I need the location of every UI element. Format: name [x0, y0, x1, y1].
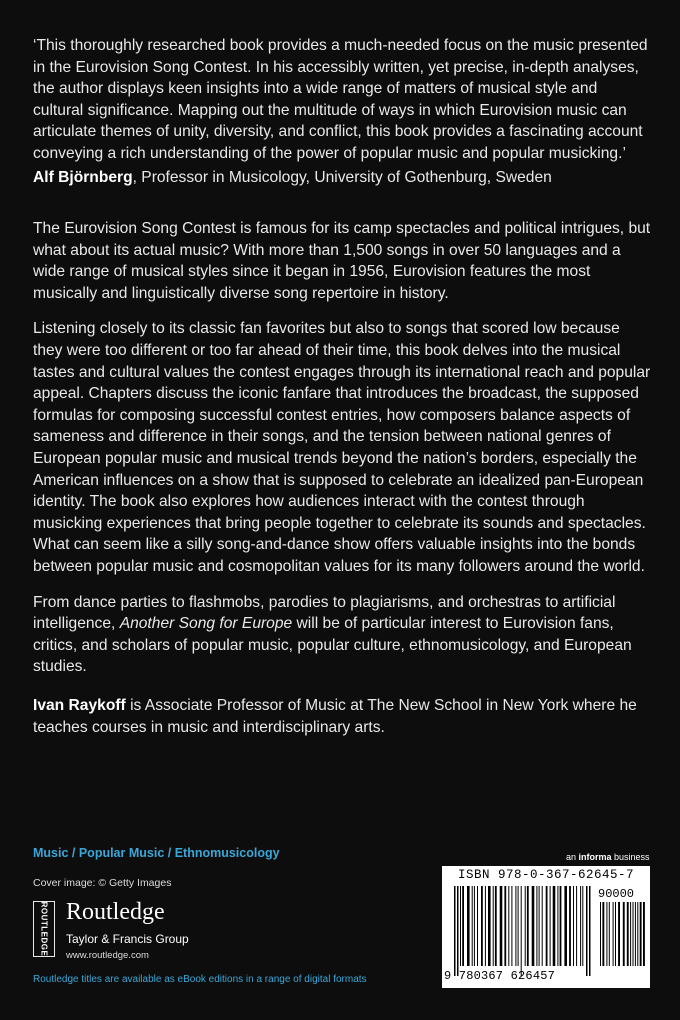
routledge-mark-icon	[33, 901, 55, 957]
barcode-bar	[532, 886, 535, 966]
barcode-bar	[495, 886, 497, 966]
barcode-bar	[627, 902, 629, 966]
barcode-bar	[635, 902, 636, 966]
barcode-bar	[609, 902, 610, 966]
barcode-bar	[493, 886, 494, 966]
barcode-bar	[500, 886, 503, 966]
book-description	[33, 218, 651, 692]
publisher-name: Routledge	[66, 899, 165, 925]
barcode-bar	[633, 902, 634, 966]
barcode-bar	[467, 886, 470, 966]
barcode-bar	[553, 886, 556, 966]
barcode-addon-digits: 90000	[598, 887, 635, 901]
barcode-bar	[472, 886, 473, 966]
barcode-bar	[454, 886, 456, 976]
barcode-bar	[643, 902, 645, 966]
barcode-bar	[615, 902, 616, 966]
p3-after: will be of particular interest to Eurovision fans, critics, and scholars of popular music, popular culture, ethnomusicology, and European studies.	[33, 615, 632, 676]
endorsement-quote: ‘This thoroughly researched book provides a much-needed focus on the music presented in the Eurovision Song Contest. In his accessibly written, yet precise, in-depth analyses, the author displays keen insights into a wide range of matters of musical style and cultural significance. Mapping out the multitude of ways in which Eurovision music can articulate themes of unity, diversity, and conflict, this book provides a fascinating account conveying a rich understanding of the power of popular music and popular musicking.’	[33, 37, 648, 162]
barcode-bar	[457, 886, 459, 976]
subject-category: Music / Popular Music / Ethnomusicology	[33, 846, 280, 860]
barcode-ean-digits: 9 780367 626457	[444, 969, 556, 983]
barcode-bar	[557, 886, 558, 966]
barcode-bar	[536, 886, 537, 966]
barcode-bar	[546, 886, 548, 966]
barcode-bar	[576, 886, 577, 966]
barcode-bar	[481, 886, 483, 966]
book-title: Another Song for Europe	[119, 615, 293, 633]
barcode-bar	[630, 902, 631, 966]
barcode-bar	[580, 886, 581, 966]
barcode-bar	[488, 886, 491, 966]
informa-badge	[566, 852, 650, 862]
isbn-text: ISBN 978-0-367-62645-7	[457, 868, 635, 882]
barcode-bar	[504, 886, 506, 966]
description-paragraph-2: Listening closely to its classic fan favorites but also to songs that scored low because they were too different or too far ahead of their time, this book delves into the musical tastes and cultural values the contest engages through its international reach and popular appeal. Chapters discuss the iconic fanfare that introduces the broadcast, the supposed formulas for composing successful contest entries, how composers balance aspects of sameness and difference in their songs, and the tension between national genres of European popular music and musical trends beyond the nation’s borders, especially the American influences on a show that is supposed to celebrate an idealized pan-European identity. The book also explores how audiences interact with the contest through musicking experiences that bring people together to celebrate its sounds and spectacles. What can seem like a silly song-and-dance show offers valuable insights into the bonds between popular music and cosmopolitan values for its many followers around the world.	[33, 320, 651, 575]
barcode-bar	[623, 902, 625, 966]
barcode-bar	[508, 886, 509, 966]
endorsement-attribution	[33, 167, 651, 189]
informa-brand: informa	[578, 852, 612, 862]
barcode-bar	[515, 886, 516, 966]
barcode-bar	[560, 886, 562, 966]
barcode-bar	[521, 886, 522, 976]
informa-prefix: an	[566, 852, 579, 862]
barcode-bar	[618, 902, 620, 966]
barcode-bar	[564, 886, 567, 966]
ebook-note: Routledge titles are available as eBook editions in a range of digital formats	[33, 974, 367, 985]
barcode-bar	[539, 886, 540, 966]
author-bio-body: is Associate Professor of Music at The New School in New York where he teaches courses in music and interdisciplinary arts.	[33, 697, 637, 736]
barcode-bar	[477, 886, 478, 966]
barcode-bar	[527, 886, 529, 966]
barcode-bar	[573, 886, 574, 966]
barcode-bar	[550, 886, 551, 966]
logo-mark-text: ROUTLEDGE	[39, 901, 49, 957]
barcode-bar	[589, 886, 591, 976]
barcode-bar	[462, 886, 464, 966]
endorsement-block	[33, 35, 651, 188]
barcode-bar	[569, 886, 571, 966]
barcode-bar	[518, 886, 519, 966]
description-paragraph-1: The Eurovision Song Contest is famous for its camp spectacles and political intrigues, but what about its actual music? With more than 1,500 songs in over 50 languages and a wide range of musical styles since it began in 1956, Eurovision features the most musically and linguistically diverse song repertoire in history.	[33, 220, 651, 302]
barcode-bar	[600, 902, 601, 966]
barcode-bar	[474, 886, 475, 966]
barcode-bar	[606, 902, 607, 966]
cover-credit: Cover image: © Getty Images	[33, 877, 172, 889]
barcode-bar	[602, 902, 604, 966]
author-bio-text	[33, 695, 651, 738]
barcode-bar	[613, 902, 614, 966]
publisher-group: Taylor & Francis Group	[66, 932, 189, 946]
publisher-url: www.routledge.com	[66, 950, 149, 961]
barcode-bar	[542, 886, 543, 966]
barcode-bar	[460, 886, 461, 966]
endorsement-affiliation: , Professor in Musicology, University of Gothenburg, Sweden	[132, 168, 552, 186]
author-bio	[33, 695, 651, 738]
p3-before: From dance parties to flashmobs, parodies to plagiarisms, and orchestras to artificial intelligence,	[33, 593, 616, 633]
barcode-bar	[586, 886, 588, 976]
barcode-bar	[511, 886, 512, 966]
description-paragraph-3	[33, 592, 651, 678]
barcode-bar	[525, 886, 526, 966]
barcode-bar	[637, 902, 638, 966]
isbn-barcode	[442, 866, 650, 988]
endorsement-name: Alf Björnberg	[33, 168, 133, 186]
barcode-bar	[485, 886, 486, 966]
barcode-bar	[582, 886, 583, 966]
barcode-bar	[640, 902, 642, 966]
informa-suffix: business	[611, 852, 650, 862]
routledge-logo	[33, 897, 253, 967]
author-name: Ivan Raykoff	[33, 697, 126, 714]
